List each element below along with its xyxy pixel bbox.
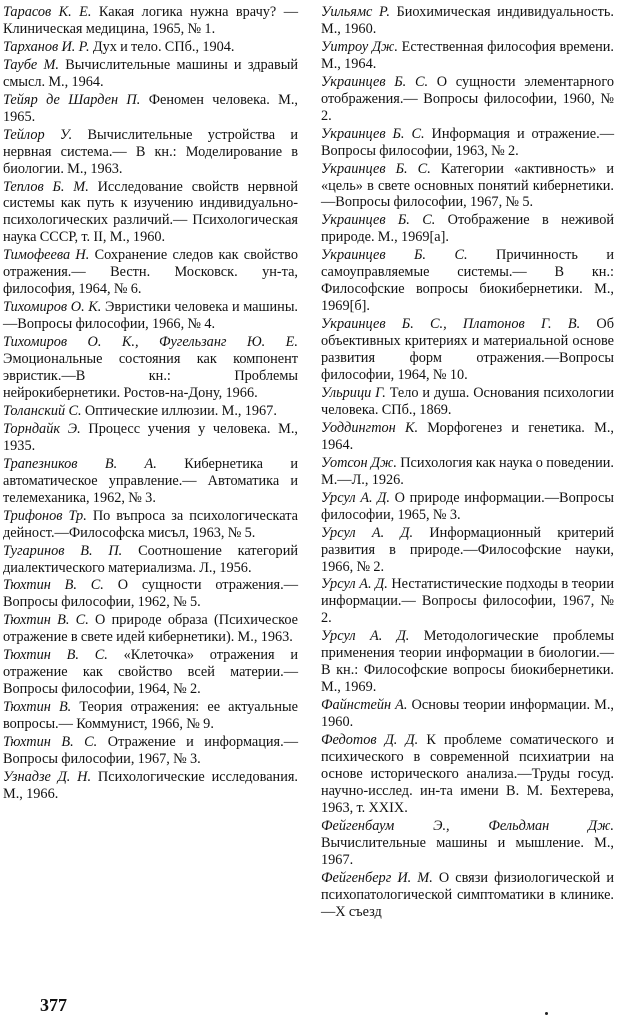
entry-author: Урсул А. Д. [321, 489, 390, 506]
bibliography-entry [3, 734, 298, 768]
bibliography-entry [321, 576, 614, 627]
bibliography-entry [3, 577, 298, 611]
entry-text: О связи физиологической и психопатологической симптоматики в клинике.—X съезд [321, 869, 615, 920]
entry-author: Фейгенбаум Э., Фельдман Дж. [321, 817, 614, 834]
bibliography-entry [321, 316, 614, 384]
entry-author: Украинцев Б. С., Платонов Г. В. [321, 316, 581, 333]
entry-text: Тело и душа. Основания психологии человека. СПб., 1869. [321, 384, 614, 418]
entry-author: Тейлор У. [3, 126, 73, 143]
entry-author: Тюхтин В. С. [3, 734, 98, 751]
entry-text: К проблеме соматического и психического в современной психиатрии на основе исторического анализа.—Труды госуд. научно-исслед. ин-та имени В. М. Бехтерева, 1963, т. XXIX. [321, 732, 615, 816]
bibliography-entry [3, 612, 298, 646]
entry-text: О природе образа (Психическое отражение в свете идей кибернетики). М., 1963. [3, 612, 298, 646]
entry-author: Урсул А. Д. [321, 524, 414, 541]
entry-text: Эвристики человека и машины.—Вопросы философии, 1966, № 4. [3, 299, 298, 333]
entry-text: По въпроса за психологическата дейност.—Философска мисъл, 1963, № 5. [3, 507, 299, 541]
entry-author: Тюхтин В. С. [3, 612, 89, 629]
entry-text: Информационный критерий развития в природе.—Философские науки, 1966, № 2. [321, 524, 614, 575]
entry-text: Соотношение категорий диалектического материализма. Л., 1956. [3, 542, 299, 576]
entry-text: О природе информации.—Вопросы философии, 1965, № 3. [321, 489, 614, 523]
bibliography-entry [321, 525, 614, 576]
bibliography-entry [321, 697, 614, 731]
entry-text: Отражение и информация.—Вопросы философии, 1967, № 3. [3, 734, 298, 767]
bibliography-entry [3, 508, 298, 542]
entry-author: Трапезников В. А. [3, 455, 157, 472]
bibliography-entry [3, 299, 298, 333]
entry-author: Урсул А. Д. [321, 576, 388, 593]
bibliography-entry [321, 732, 614, 817]
bibliography-entry [3, 39, 298, 56]
bibliography-column-right [321, 4, 614, 922]
entry-author: Уоддингтон К. [321, 419, 419, 436]
entry-text: Методологические проблемы применения теории информации в биологии.— В кн.: Философские вопросы биокибернетики. М., 1969. [321, 628, 614, 696]
entry-text: Вычислительные устройства и нервная система.— В кн.: Моделирование в биологии. М., 1963. [3, 126, 299, 177]
bibliography-entry [321, 490, 614, 524]
bibliography-entry [321, 161, 614, 212]
bibliography-entry [3, 456, 298, 507]
entry-author: Украинцев Б. С. [321, 125, 425, 142]
bibliography-column-left [3, 4, 298, 804]
bibliography-entry [3, 4, 298, 38]
bibliography-entry [3, 334, 298, 402]
bibliography-entry [3, 403, 298, 420]
entry-text: Эмоциональные состояния как компонент эвристик.—В кн.: Проблемы нейрокибернетики. Ростов-на-Дону, 1966. [3, 351, 298, 401]
entry-text: Биохимическая индивидуальность. М., 1960. [321, 4, 614, 37]
entry-text: Нестатистические подходы в теории информации.— Вопросы философии, 1967, № 2. [321, 576, 614, 627]
bibliography-entry [321, 818, 614, 869]
entry-author: Украинцев Б. С. [321, 160, 431, 177]
entry-author: Трифонов Тр. [3, 507, 87, 524]
entry-author: Украинцев Б. С. [321, 247, 468, 264]
entry-author: Уильямс Р. [321, 4, 390, 20]
entry-author: Ульрици Г. [321, 384, 386, 401]
entry-author: Украинцев Б. С. [321, 73, 429, 90]
entry-author: Тихомиров О. К., Фугельзанг Ю. Е. [3, 334, 298, 351]
entry-text: Феномен человека. М., 1965. [3, 91, 299, 125]
bibliography-entry [321, 870, 614, 921]
bibliography-entry [321, 420, 614, 454]
entry-author: Тейяр де Шарден П. [3, 91, 141, 108]
entry-author: Тарасов К. Е. [3, 4, 92, 20]
bibliography-entry [3, 543, 298, 577]
entry-author: Фейгенберг И. М. [321, 869, 433, 886]
entry-text: Кибернетика и автоматическое управление.— Автоматика и телемеханика, 1962, № 3. [3, 455, 298, 506]
entry-text: Психологические исследования. М., 1966. [3, 768, 298, 802]
bibliography-entry [3, 127, 298, 178]
entry-author: Узнадзе Д. Н. [3, 768, 92, 785]
entry-text: Дух и тело. СПб., 1904. [92, 38, 235, 55]
entry-text: Морфогенез и генетика. М., 1964. [321, 419, 614, 453]
bibliography-entry [321, 247, 614, 315]
entry-author: Тюхтин В. С. [3, 647, 108, 664]
entry-text: Теория отражения: ее актуальные вопросы.— Коммунист, 1966, № 9. [3, 699, 299, 733]
page-number: 377 [40, 995, 67, 1015]
entry-text: Вычислительные машины и мышление. М., 1967. [321, 834, 614, 868]
entry-author: Украинцев Б. С. [321, 212, 436, 229]
entry-text: Сохранение следов как свойство отражения.— Вестн. Московск. ун-та, философия, 1964, № 6. [3, 247, 298, 298]
entry-text: Отображение в неживой природе. М., 1969[а]. [321, 212, 614, 246]
entry-text: Вычислительные машины и здравый смысл. М., 1964. [3, 56, 298, 90]
entry-author: Уитроу Дж. [321, 38, 398, 55]
bibliography-entry [3, 647, 298, 698]
entry-author: Федотов Д. Д. [321, 732, 419, 749]
entry-author: Таубе М. [3, 56, 60, 73]
entry-text: Оптические иллюзии. М., 1967. [84, 402, 277, 419]
bibliography-entry [3, 247, 298, 298]
entry-author: Уотсон Дж. [321, 454, 397, 471]
entry-text: Об объективных критериях и материальной основе развития форм отражения.—Вопросы философии, 1964, № 10. [321, 316, 614, 384]
entry-text: Причинность и самоуправляемые системы.— В кн.: Философские вопросы биокибернетики. М., 1969[б]. [321, 247, 614, 315]
entry-text: О сущности отражения.— Вопросы философии, 1962, № 5. [3, 577, 299, 611]
entry-text: Категории «активность» и «цель» в свете основных понятий кибернетики.—Вопросы философии, 1967, № 5. [321, 160, 614, 211]
bibliography-entry [3, 179, 298, 247]
entry-author: Толанский С. [3, 402, 82, 419]
entry-text: Основы теории информации. М., 1960. [321, 697, 615, 731]
bibliography-entry [321, 74, 614, 125]
bibliography-entry [321, 126, 614, 160]
entry-author: Торндайк Э. [3, 420, 81, 437]
entry-text: «Клеточка» отражения и отражение как свойство всей материи.—Вопросы философии, 1964, № 2. [3, 647, 299, 698]
entry-text: Информация и отражение.—Вопросы философии, 1963, № 2. [321, 125, 614, 159]
bibliography-entry [3, 769, 298, 803]
entry-author: Тихомиров О. К. [3, 299, 102, 316]
print-speck [545, 1012, 548, 1015]
bibliography-entry [321, 4, 614, 38]
entry-text: Процесс учения у человека. М., 1935. [3, 420, 298, 454]
entry-text: О сущности элементарного отображения.— Вопросы философии, 1960, № 2. [321, 73, 614, 124]
entry-author: Тимофеева Н. [3, 247, 90, 264]
bibliography-entry [321, 39, 614, 73]
bibliography-entry [3, 92, 298, 126]
bibliography-entry [3, 421, 298, 455]
bibliography-entry [321, 628, 614, 696]
bibliography-entry [321, 385, 614, 419]
bibliography-entry [321, 455, 614, 489]
bibliography-entry [321, 212, 614, 246]
entry-author: Урсул А. Д. [321, 628, 410, 645]
bibliography-entry [3, 699, 298, 733]
entry-author: Тугаринов В. П. [3, 542, 123, 559]
entry-author: Теплов Б. М. [3, 178, 89, 195]
entry-author: Тюхтин В. [3, 699, 72, 716]
bibliography-entry [3, 57, 298, 91]
entry-text: Естественная философия времени. М., 1964. [321, 38, 614, 72]
entry-author: Файнстейн А. [321, 697, 408, 714]
entry-author: Тарханов И. Р. [3, 38, 90, 55]
entry-text: Психология как наука о поведении. М.—Л., 1926. [321, 454, 614, 488]
entry-text: Исследование свойств нервной системы как путь к изучению индивидуально-психологических различий.— Психологическая наука СССР, т. II, М., 1960. [3, 178, 298, 246]
entry-author: Тюхтин В. С. [3, 577, 104, 594]
entry-text: Какая логика нужна врачу? — Клиническая медицина, 1965, № 1. [3, 4, 298, 37]
